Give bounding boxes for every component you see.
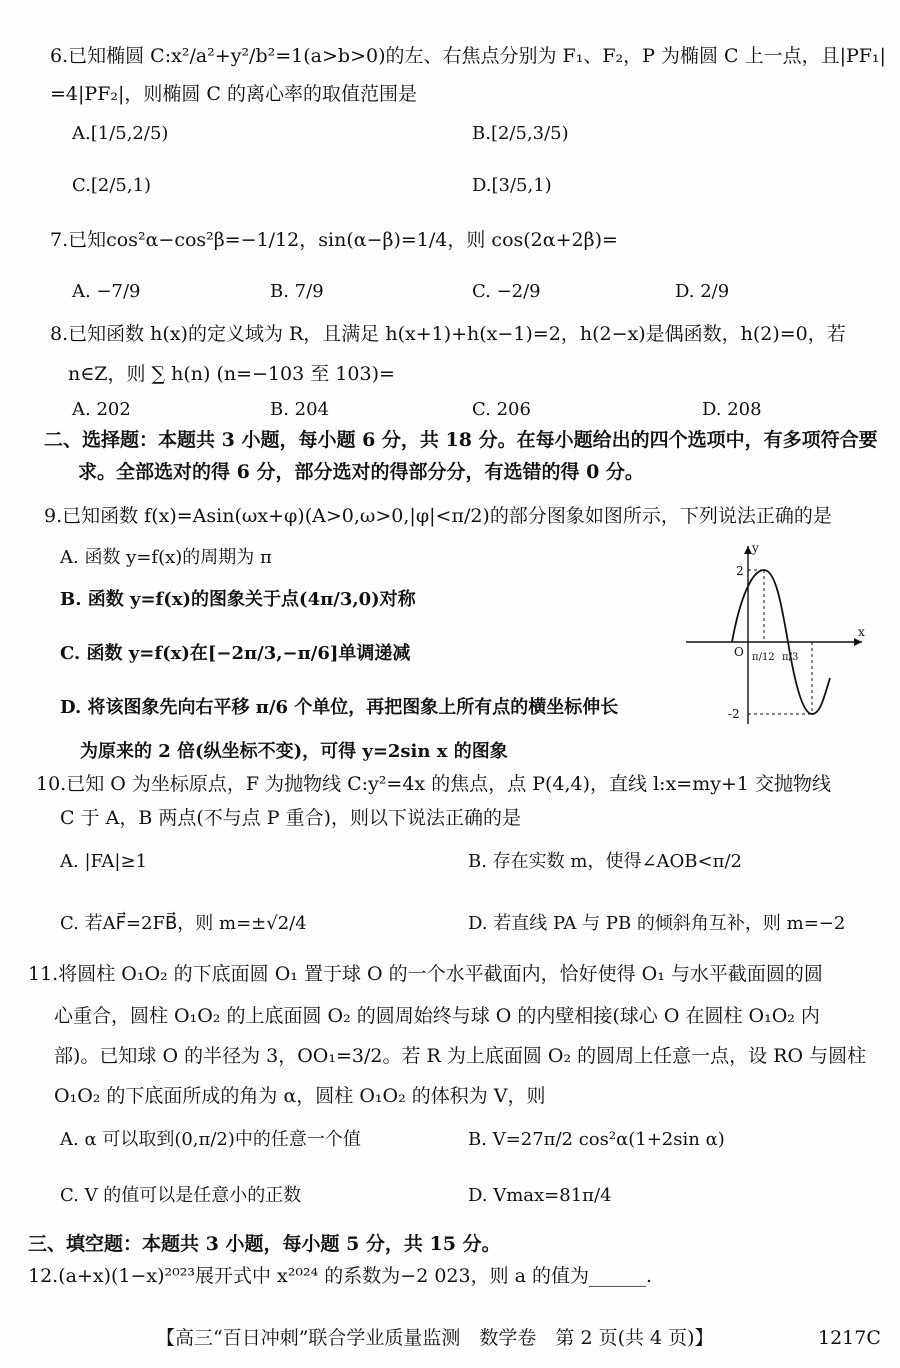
q8-stem-line2: n∈Z，则 ∑ h(n) (n=−103 至 103)= [68, 363, 395, 385]
q6-option-d: D.[3/5,1) [472, 175, 552, 196]
q7-option-b: B. 7/9 [270, 281, 324, 302]
q9-option-d-line2: 为原来的 2 倍(纵坐标不变)，可得 y=2sin x 的图象 [80, 741, 508, 762]
q11-option-d: D. Vmax=81π/4 [468, 1185, 612, 1206]
footer-code: 1217C [818, 1327, 881, 1349]
q10-stem-line2: C 于 A，B 两点(不与点 P 重合)，则以下说法正确的是 [60, 807, 522, 829]
q8-stem-line1: 8.已知函数 h(x)的定义域为 R，且满足 h(x+1)+h(x−1)=2，h(2−x)是偶函数，h(2)=0，若 [50, 323, 846, 345]
tick-pi-12: π/12 [752, 652, 775, 663]
q10-option-c: C. 若AF⃗=2FB⃗，则 m=±√2/4 [60, 913, 307, 934]
q11-stem-line1: 11.将圆柱 O₁O₂ 的下底面圆 O₁ 置于球 O 的一个水平截面内，恰好使得 O₁ 与水平截面圆的圆 [28, 963, 823, 985]
origin-label: O [734, 645, 744, 659]
q6-stem-line1: 6.已知椭圆 C:x²/a²+y²/b²=1(a>b>0)的左、右焦点分别为 F₁、F₂，P 为椭圆 C 上一点，且|PF₁| [50, 45, 886, 67]
ymax-label: 2 [736, 564, 744, 578]
y-axis-label: y [752, 541, 759, 555]
q8-option-b: B. 204 [270, 399, 330, 420]
x-axis-label: x [858, 625, 865, 639]
q10-option-a: A. |FA|≥1 [60, 851, 148, 872]
x-axis-arrow-icon [854, 638, 862, 646]
tick-pi-3: π/3 [782, 652, 799, 663]
footer-title: 【高三“百日冲刺”联合学业质量监测 数学卷 第 2 页(共 4 页)】 [156, 1327, 714, 1349]
q6-option-c: C.[2/5,1) [72, 175, 152, 196]
q9-option-c: C. 函数 y=f(x)在[−2π/3,−π/6]单调递减 [60, 643, 411, 664]
q11-stem-line3: 部)。已知球 O 的半径为 3，OO₁=3/2。若 R 为上底面圆 O₂ 的圆周上任意一点，设 RO 与圆柱 [54, 1045, 867, 1067]
q7-option-c: C. −2/9 [472, 281, 541, 302]
q12-stem: 12.(a+x)(1−x)²⁰²³展开式中 x²⁰²⁴ 的系数为−2 023，则 a 的值为______. [28, 1265, 653, 1287]
q11-option-b: B. V=27π/2 cos²α(1+2sin α) [468, 1129, 725, 1150]
q9-option-d-line1: D. 将该图象先向右平移 π/6 个单位，再把图象上所有点的横坐标伸长 [60, 697, 619, 718]
section2-heading-line1: 二、选择题：本题共 3 小题，每小题 6 分，共 18 分。在每小题给出的四个选项中，有多项符合要 [44, 429, 878, 451]
section3-heading: 三、填空题：本题共 3 小题，每小题 5 分，共 15 分。 [28, 1233, 501, 1255]
q9-option-b: B. 函数 y=f(x)的图象关于点(4π/3,0)对称 [60, 589, 416, 610]
y-axis-arrow-icon [744, 546, 752, 554]
q10-option-d: D. 若直线 PA 与 PB 的倾斜角互补，则 m=−2 [468, 913, 846, 934]
q8-option-c: C. 206 [472, 399, 531, 420]
q8-option-a: A. 202 [72, 399, 131, 420]
q10-stem-line1: 10.已知 O 为坐标原点，F 为抛物线 C:y²=4x 的焦点，点 P(4,4)，直线 l:x=my+1 交抛物线 [36, 773, 832, 795]
q6-option-a: A.[1/5,2/5) [72, 123, 169, 144]
q7-option-a: A. −7/9 [72, 281, 141, 302]
q11-option-c: C. V 的值可以是任意小的正数 [60, 1185, 302, 1206]
q7-option-d: D. 2/9 [675, 281, 730, 302]
section2-heading-line2: 求。全部选对的得 6 分，部分选对的得部分分，有选错的得 0 分。 [78, 461, 644, 483]
q11-stem-line4: O₁O₂ 的下底面所成的角为 α，圆柱 O₁O₂ 的体积为 V，则 [54, 1085, 546, 1107]
q8-option-d: D. 208 [702, 399, 762, 420]
q9-option-a: A. 函数 y=f(x)的周期为 π [60, 547, 272, 568]
q10-option-b: B. 存在实数 m，使得∠AOB<π/2 [468, 851, 742, 872]
q6-option-b: B.[2/5,3/5) [472, 123, 569, 144]
q11-stem-line2: 心重合，圆柱 O₁O₂ 的上底面圆 O₂ 的圆周始终与球 O 的内壁相接(球心 O 在圆柱 O₁O₂ 内 [54, 1005, 820, 1027]
q6-stem-line2: =4|PF₂|，则椭圆 C 的离心率的取值范围是 [50, 83, 418, 105]
q9-stem: 9.已知函数 f(x)=Asin(ωx+φ)(A>0,ω>0,|φ|<π/2)的部分图象如图所示，下列说法正确的是 [44, 505, 832, 527]
q11-option-a: A. α 可以取到(0,π/2)中的任意一个值 [60, 1129, 361, 1150]
q7-stem: 7.已知cos²α−cos²β=−1/12，sin(α−β)=1/4，则 cos(2α+2β)= [50, 229, 618, 251]
ymin-label: -2 [728, 707, 740, 721]
q9-function-graph [682, 538, 872, 728]
